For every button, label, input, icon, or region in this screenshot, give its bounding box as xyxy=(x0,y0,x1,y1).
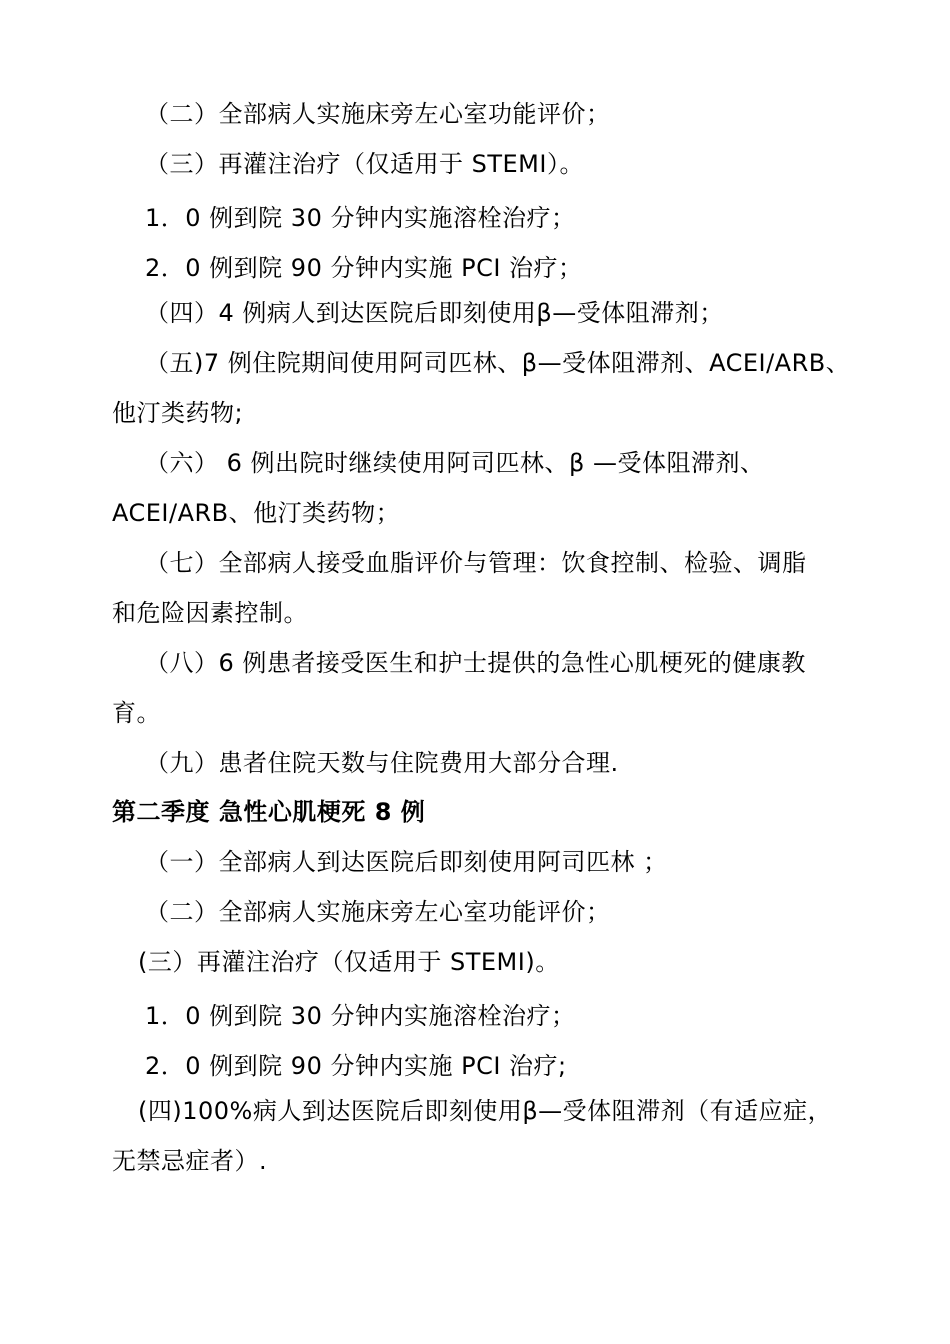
text-line-9: ACEI/ARB、他汀类药物； xyxy=(112,499,401,527)
text-line-7: 他汀类药物; xyxy=(112,399,244,427)
text-line-16: （一）全部病人到达医院后即刻使用阿司匹林 ； xyxy=(145,848,668,876)
text-line-4: 2．0 例到院 90 分钟内实施 PCI 治疗； xyxy=(145,254,583,282)
text-line-5: （四）4 例病人到达医院后即刻使用β—受体阻滞剂； xyxy=(145,299,724,327)
text-line-1: （二）全部病人实施床旁左心室功能评价； xyxy=(145,100,611,128)
text-line-22: 无禁忌症者）. xyxy=(112,1147,268,1175)
text-line-14: （九）患者住院天数与住院费用大部分合理. xyxy=(145,749,619,777)
text-line-20: 2．0 例到院 90 分钟内实施 PCI 治疗; xyxy=(145,1052,567,1080)
text-line-2: （三）再灌注治疗（仅适用于 STEMI）。 xyxy=(145,150,584,178)
section-heading: 第二季度 急性心肌梗死 8 例 xyxy=(112,798,426,826)
text-line-12: （八）6 例患者接受医生和护士提供的急性心肌梗死的健康教 xyxy=(145,649,806,677)
text-line-21: (四)100%病人到达医院后即刻使用β—受体阻滞剂（有适应症， xyxy=(138,1097,833,1125)
text-line-8: （六） 6 例出院时继续使用阿司匹林、β —受体阻滞剂、 xyxy=(145,449,765,477)
text-line-11: 和危险因素控制。 xyxy=(112,599,308,627)
text-line-3: 1．0 例到院 30 分钟内实施溶栓治疗； xyxy=(145,204,576,232)
text-line-18: (三）再灌注治疗（仅适用于 STEMI)。 xyxy=(138,948,560,976)
text-line-6: （五)7 例住院期间使用阿司匹林、β—受体阻滞剂、ACEI/ARB、 xyxy=(145,349,851,377)
text-line-17: （二）全部病人实施床旁左心室功能评价； xyxy=(145,898,611,926)
text-line-19: 1．0 例到院 30 分钟内实施溶栓治疗； xyxy=(145,1002,576,1030)
text-line-13: 育。 xyxy=(112,699,161,727)
text-line-10: （七）全部病人接受血脂评价与管理：饮食控制、检验、调脂 xyxy=(145,549,807,577)
